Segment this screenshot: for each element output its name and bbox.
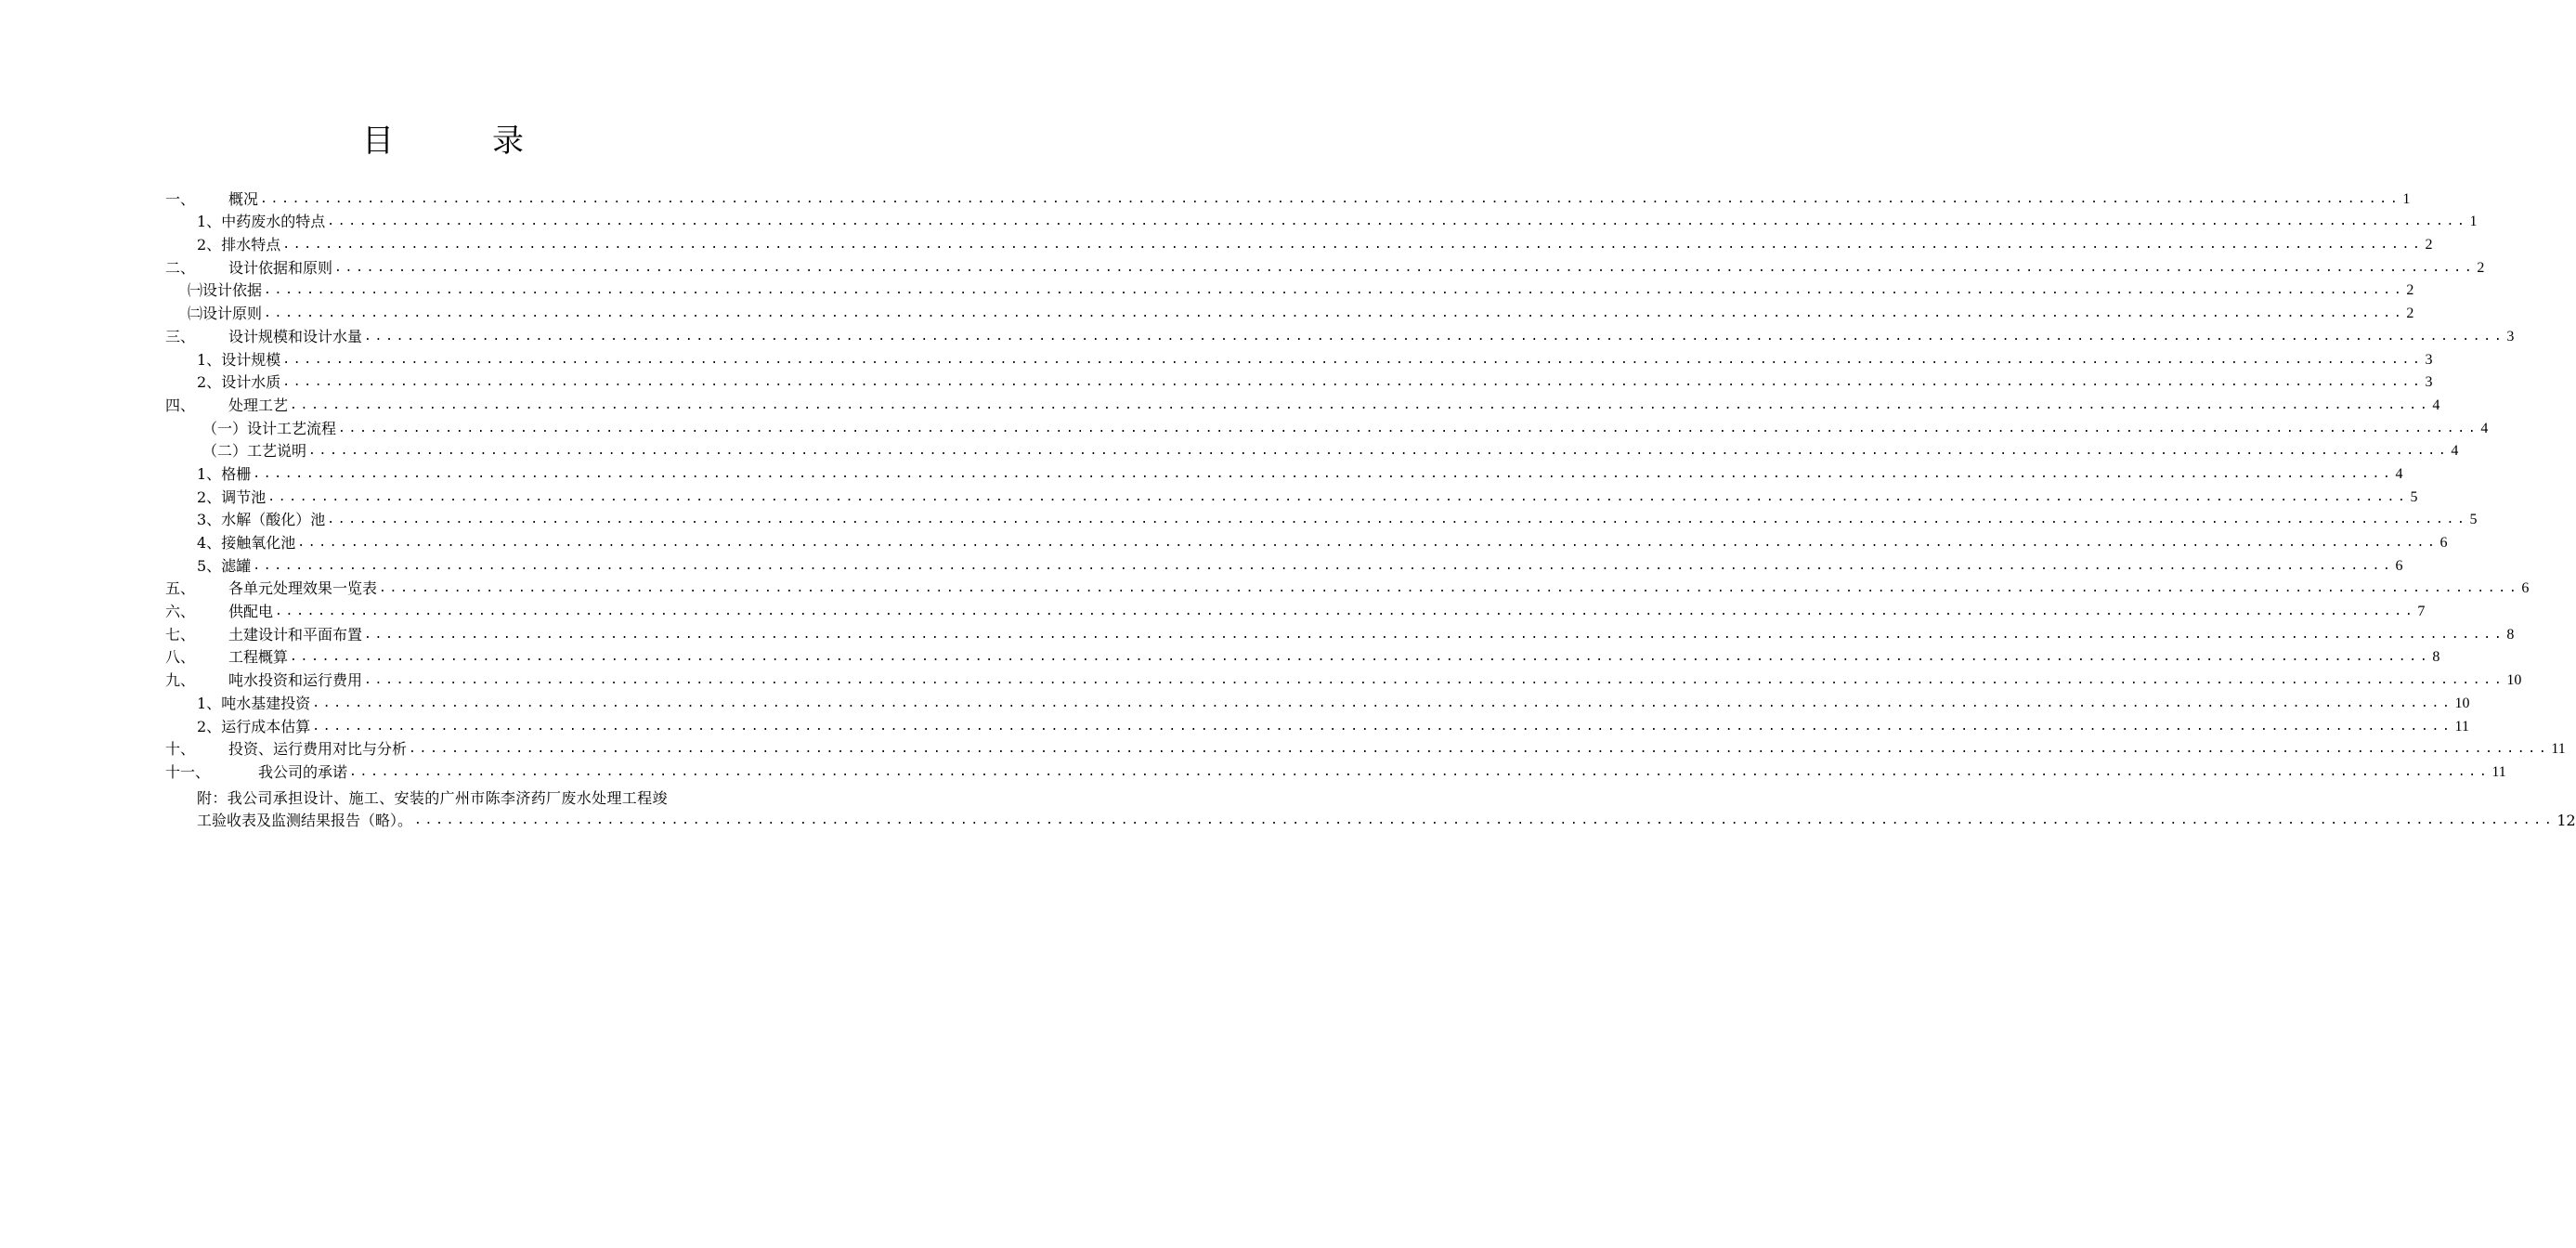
toc-entry-number: 九、 bbox=[165, 671, 196, 690]
toc-entry-number: 2、 bbox=[197, 488, 222, 506]
toc-leader-dots: ........................................................................................................................................................................................................ bbox=[290, 397, 2431, 412]
toc-entry-page-number: 2 bbox=[2425, 237, 2433, 254]
toc-entry[interactable] bbox=[165, 300, 2414, 323]
toc-entry[interactable] bbox=[165, 529, 2448, 552]
toc-entry[interactable] bbox=[165, 392, 2440, 415]
toc-entry-number: 四、 bbox=[165, 396, 196, 414]
page-title: 目 录 bbox=[362, 123, 557, 160]
toc-entry-page-number: 8 bbox=[2432, 649, 2440, 666]
toc-entry-page-number: 4 bbox=[2432, 396, 2440, 413]
toc-entry[interactable] bbox=[165, 736, 2566, 760]
toc-entry-title: 各单元处理效果一览表 bbox=[228, 579, 378, 598]
toc-entry-title: 设计原则 bbox=[202, 305, 263, 323]
toc-entry-number: 五、 bbox=[165, 579, 196, 598]
toc-entry-number: 六、 bbox=[165, 603, 196, 621]
toc-entry-title: 设计依据 bbox=[202, 281, 263, 300]
appendix-line-2: 工验收表及监测结果报告（略）。 bbox=[197, 812, 413, 829]
toc-entry-page-number: 1 bbox=[2402, 190, 2411, 207]
toc-entry-title: 工程概算 bbox=[228, 648, 289, 667]
toc-leader-dots: ........................................................................................................................................................................................................ bbox=[282, 375, 2424, 390]
toc-leader-dots: ........................................................................................................................................................................................................ bbox=[312, 719, 2453, 734]
toc-entry[interactable] bbox=[165, 461, 2403, 484]
toc-entry[interactable] bbox=[165, 254, 2485, 278]
toc-leader-dots: ........................................................................................................................................................................................................ bbox=[409, 742, 2550, 757]
appendix-page-number: 12 bbox=[2556, 812, 2576, 829]
toc-entry-title: 水解（酸化）池 bbox=[221, 511, 326, 529]
toc-leader-dots: ........................................................................................................................................................................................................ bbox=[282, 352, 2424, 367]
toc-entry[interactable] bbox=[165, 231, 2433, 254]
toc-entry-page-number: 5 bbox=[2469, 512, 2478, 528]
toc-leader-dots: ........................................................................................................................................................................................................ bbox=[275, 604, 2416, 619]
table-of-contents bbox=[165, 186, 2566, 782]
toc-entry-title: 接触氧化池 bbox=[221, 534, 296, 552]
toc-leader-dots: ........................................................................................................................................................................................................ bbox=[364, 673, 2505, 688]
toc-entry-page-number: 2 bbox=[2406, 306, 2414, 322]
toc-leader-dots: ........................................................................................................................................................................................................ bbox=[364, 329, 2505, 344]
toc-entry[interactable] bbox=[165, 552, 2403, 576]
toc-entry-number: （二） bbox=[202, 442, 248, 461]
toc-entry-title: 设计依据和原则 bbox=[228, 258, 333, 277]
toc-entry[interactable] bbox=[165, 759, 2506, 782]
toc-leader-dots: ........................................................................................................................................................................................................ bbox=[338, 421, 2479, 436]
toc-entry-page-number: 10 bbox=[2454, 695, 2470, 711]
toc-entry-page-number: 11 bbox=[2491, 763, 2506, 780]
toc-entry-title: 我公司的承诺 bbox=[258, 762, 348, 781]
toc-entry-number: 2、 bbox=[197, 717, 222, 735]
toc-entry-page-number: 4 bbox=[2395, 465, 2403, 482]
appendix-line-1: 附：我公司承担设计、施工、安装的广州市陈李济药厂废水处理工程竣 bbox=[197, 789, 668, 807]
toc-entry-number: 2、 bbox=[197, 236, 222, 254]
toc-entry-page-number: 11 bbox=[2551, 741, 2566, 758]
toc-entry[interactable] bbox=[165, 438, 2459, 462]
toc-entry-number: 一、 bbox=[165, 189, 196, 208]
toc-entry-number: 2、 bbox=[197, 373, 222, 392]
toc-entry-number: （一） bbox=[202, 419, 248, 437]
toc-leader-dots: ........................................................................................................................................................................................................ bbox=[290, 650, 2431, 665]
toc-leader-dots: ........................................................................................................................................................................................................ bbox=[364, 627, 2505, 642]
toc-entry-page-number: 5 bbox=[2410, 488, 2418, 505]
toc-leader-dots: ........................................................................................................................................................................................................ bbox=[349, 764, 2491, 779]
toc-entry[interactable] bbox=[165, 598, 2426, 621]
toc-entry[interactable] bbox=[165, 667, 2522, 690]
toc-leader-dots: ........................................................................................................................................................................................................ bbox=[334, 260, 2476, 275]
toc-entry[interactable] bbox=[165, 484, 2418, 507]
toc-entry-number: 3、 bbox=[197, 511, 222, 529]
toc-entry-number: 1、 bbox=[197, 213, 222, 231]
toc-entry-number: 七、 bbox=[165, 625, 196, 644]
toc-entry-page-number: 10 bbox=[2506, 672, 2522, 689]
toc-entry-number: ㈠ bbox=[188, 281, 203, 300]
toc-entry-number: 八、 bbox=[165, 648, 196, 667]
toc-leader-dots: ........................................................................................................................................................................................................ bbox=[297, 536, 2439, 550]
toc-entry-title: 格栅 bbox=[221, 464, 252, 483]
toc-leader-dots: ........................................................................................................................................................................................................ bbox=[260, 191, 2401, 206]
toc-entry-title: 设计工艺流程 bbox=[247, 419, 337, 437]
toc-entry-title: 供配电 bbox=[228, 603, 274, 621]
toc-entry[interactable] bbox=[165, 621, 2515, 644]
toc-leader-dots: ........................................................................................................................................................................................................ bbox=[327, 214, 2468, 229]
toc-entry-page-number: 7 bbox=[2417, 604, 2426, 620]
toc-leader-dots: ........................................................................................................................................................................................................ bbox=[312, 696, 2453, 710]
toc-entry-page-number: 6 bbox=[2439, 535, 2448, 551]
toc-entry-number: 1、 bbox=[197, 350, 222, 369]
toc-leader-dots: ........................................................................................................................................................................................................ bbox=[253, 466, 2394, 481]
toc-entry-title: 吨水投资和运行费用 bbox=[228, 671, 363, 690]
toc-entry-number: 1、 bbox=[197, 694, 222, 712]
toc-entry-page-number: 2 bbox=[2477, 259, 2485, 276]
toc-entry[interactable] bbox=[165, 278, 2414, 301]
toc-entry[interactable] bbox=[165, 370, 2433, 393]
toc-entry[interactable] bbox=[165, 644, 2440, 668]
toc-entry-title: 概况 bbox=[228, 189, 259, 208]
toc-leader-dots: ........................................................................................................................................................................................................ bbox=[253, 558, 2394, 573]
toc-leader-dots: ........................................................................................................................................................................................................ bbox=[282, 238, 2424, 253]
toc-leader-dots: ........................................................................................................................................................................................................ bbox=[264, 306, 2405, 321]
toc-entry-page-number: 1 bbox=[2469, 214, 2478, 230]
toc-entry-title: 排水特点 bbox=[221, 236, 281, 254]
toc-entry-page-number: 6 bbox=[2395, 557, 2403, 574]
toc-entry-title: 调节池 bbox=[221, 488, 267, 506]
toc-entry[interactable] bbox=[165, 209, 2478, 232]
toc-entry[interactable] bbox=[165, 576, 2530, 599]
toc-entry-title: 运行成本估算 bbox=[221, 717, 311, 735]
toc-entry[interactable] bbox=[165, 713, 2469, 736]
toc-entry-title: 设计规模和设计水量 bbox=[228, 327, 363, 345]
toc-leader-dots: ........................................................................................................................................................................................................ bbox=[267, 489, 2409, 504]
toc-entry-title: 土建设计和平面布置 bbox=[228, 625, 363, 644]
toc-entry-page-number: 4 bbox=[2480, 420, 2489, 436]
toc-entry-title: 吨水基建投资 bbox=[221, 694, 311, 712]
toc-entry-number: 十、 bbox=[165, 740, 196, 759]
toc-entry-title: 工艺说明 bbox=[247, 442, 307, 461]
toc-entry-page-number: 8 bbox=[2506, 626, 2515, 643]
toc-entry[interactable] bbox=[165, 415, 2489, 438]
toc-entry-number: 4、 bbox=[197, 534, 222, 552]
toc-entry-title: 处理工艺 bbox=[228, 396, 289, 414]
toc-entry[interactable] bbox=[165, 323, 2515, 346]
toc-entry[interactable] bbox=[165, 346, 2433, 370]
toc-entry-page-number: 2 bbox=[2406, 282, 2414, 299]
toc-entry-number: ㈡ bbox=[188, 305, 203, 323]
toc-entry-page-number: 6 bbox=[2521, 580, 2530, 597]
toc-entry-number: 三、 bbox=[165, 327, 196, 345]
toc-entry[interactable] bbox=[165, 186, 2411, 209]
toc-entry-page-number: 3 bbox=[2425, 351, 2433, 368]
toc-entry[interactable] bbox=[165, 507, 2478, 530]
toc-leader-dots: ........................................................................................................................................................................................................ bbox=[414, 813, 2556, 827]
toc-appendix-entry[interactable] bbox=[197, 787, 2576, 832]
toc-entry-number: 十一、 bbox=[165, 762, 211, 781]
toc-entry-number: 1、 bbox=[197, 464, 222, 483]
toc-entry-page-number: 11 bbox=[2454, 718, 2469, 734]
toc-entry-title: 中药废水的特点 bbox=[221, 213, 326, 231]
toc-entry-title: 滤罐 bbox=[221, 556, 252, 575]
toc-entry-page-number: 3 bbox=[2425, 374, 2433, 391]
toc-entry[interactable] bbox=[165, 690, 2470, 713]
toc-leader-dots: ........................................................................................................................................................................................................ bbox=[264, 283, 2405, 298]
toc-leader-dots: ........................................................................................................................................................................................................ bbox=[308, 444, 2450, 459]
toc-entry-title: 设计水质 bbox=[221, 373, 281, 392]
toc-leader-dots: ........................................................................................................................................................................................................ bbox=[327, 513, 2468, 527]
toc-entry-number: 二、 bbox=[165, 258, 196, 277]
toc-leader-dots: ........................................................................................................................................................................................................ bbox=[379, 581, 2520, 596]
toc-entry-page-number: 3 bbox=[2506, 328, 2515, 344]
toc-entry-title: 设计规模 bbox=[221, 350, 281, 369]
toc-entry-page-number: 4 bbox=[2451, 443, 2459, 460]
toc-entry-number: 5、 bbox=[197, 556, 222, 575]
toc-entry-title: 投资、运行费用对比与分析 bbox=[228, 740, 408, 759]
